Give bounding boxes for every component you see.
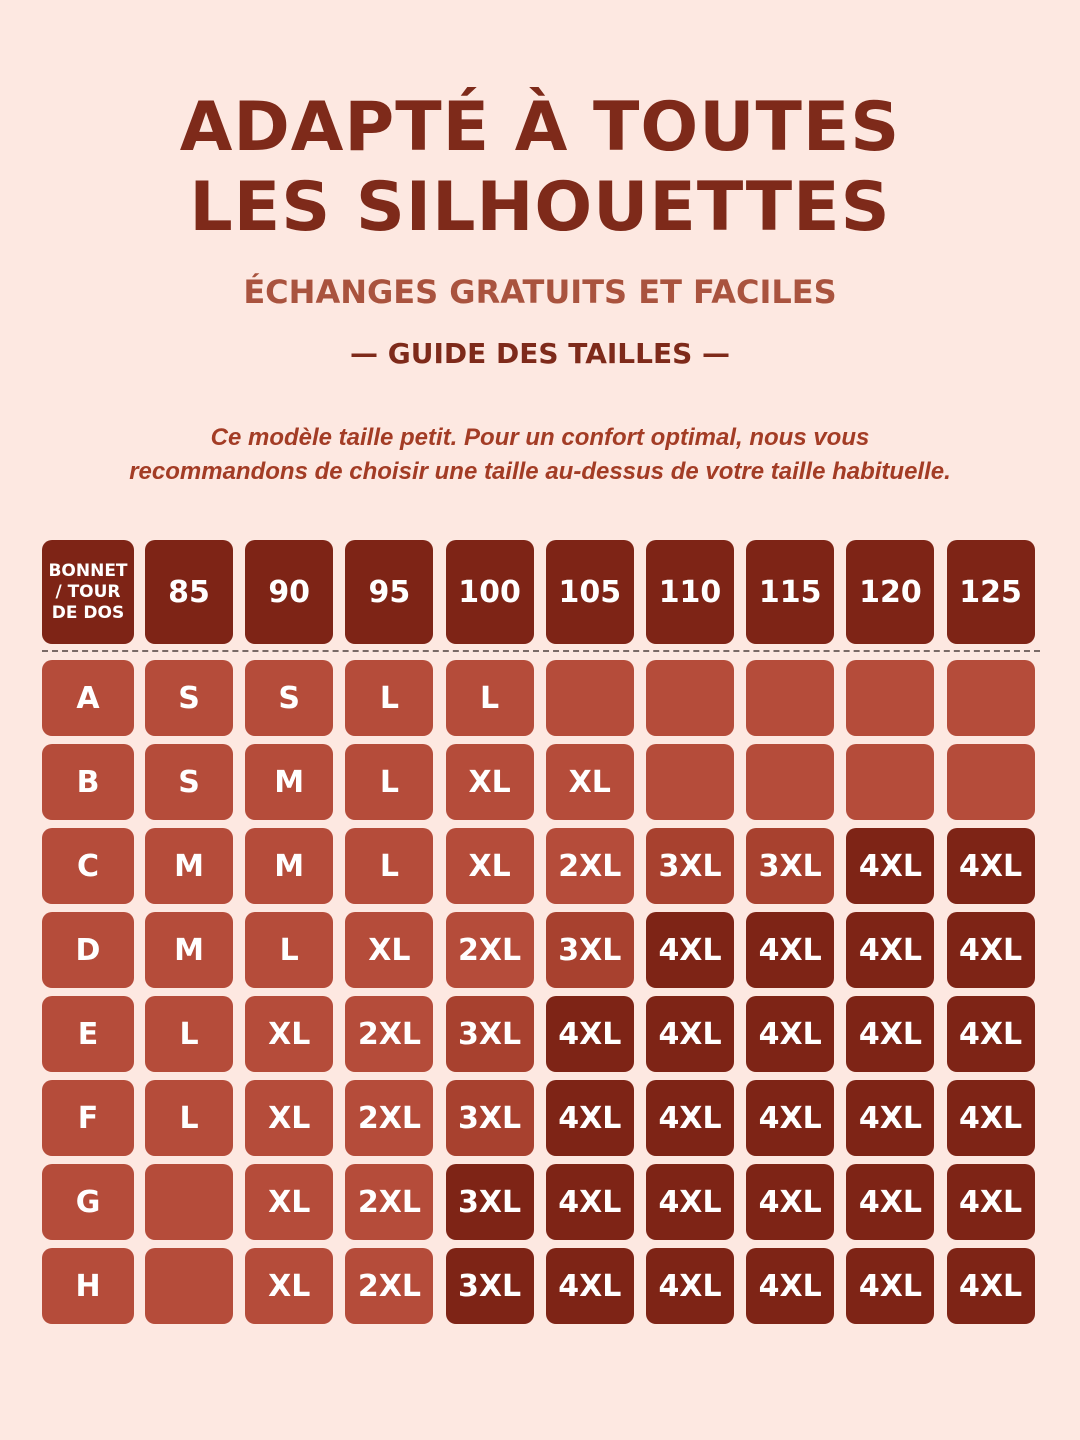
size-cell: L [145, 1080, 233, 1156]
size-cell: 4XL [746, 996, 834, 1072]
band-size-header-120: 120 [846, 540, 934, 644]
size-cell: 4XL [947, 1080, 1035, 1156]
size-cell: 4XL [746, 912, 834, 988]
size-cell: 3XL [446, 1248, 534, 1324]
title-line-1: ADAPTÉ À TOUTES [179, 88, 901, 167]
band-size-header-125: 125 [947, 540, 1035, 644]
size-cell: M [245, 828, 333, 904]
size-cell [846, 660, 934, 736]
cup-label-cell: E [42, 996, 134, 1072]
size-cell: 3XL [646, 828, 734, 904]
size-cell [746, 744, 834, 820]
size-cell: XL [245, 1080, 333, 1156]
table-row-cup-h [42, 1248, 1040, 1324]
size-cell: XL [245, 996, 333, 1072]
size-cell [947, 660, 1035, 736]
size-cell: 3XL [546, 912, 634, 988]
table-row-cup-a [42, 660, 1040, 736]
size-cell: L [345, 744, 433, 820]
size-cell: 3XL [446, 996, 534, 1072]
subtitle: ÉCHANGES GRATUITS ET FACILES [243, 273, 837, 311]
size-cell: 4XL [947, 912, 1035, 988]
size-cell [145, 1164, 233, 1240]
size-cell: 3XL [446, 1164, 534, 1240]
cup-label-cell: G [42, 1164, 134, 1240]
size-cell: L [245, 912, 333, 988]
band-size-header-90: 90 [245, 540, 333, 644]
band-size-header-95: 95 [345, 540, 433, 644]
header-divider [42, 650, 1040, 652]
title-line-2: LES SILHOUETTES [189, 168, 891, 247]
size-cell: 4XL [846, 1080, 934, 1156]
size-cell: 4XL [646, 996, 734, 1072]
size-cell: 2XL [546, 828, 634, 904]
size-cell: 4XL [746, 1248, 834, 1324]
table-row-cup-f [42, 1080, 1040, 1156]
guide-label: — GUIDE DES TAILLES — [349, 337, 731, 370]
size-cell: L [145, 996, 233, 1072]
fit-note [40, 421, 1040, 489]
size-cell: XL [345, 912, 433, 988]
size-cell: 4XL [746, 1080, 834, 1156]
size-cell: XL [546, 744, 634, 820]
corner-label-line: BONNET [48, 560, 128, 581]
band-size-header-110: 110 [646, 540, 734, 644]
size-cell: L [446, 660, 534, 736]
fit-note-line-1: Ce modèle taille petit. Pour un confort optimal, nous vous [210, 424, 870, 451]
size-cell [846, 744, 934, 820]
size-cell: 4XL [646, 1248, 734, 1324]
size-cell: 4XL [846, 1248, 934, 1324]
cup-label-cell: D [42, 912, 134, 988]
band-size-header-115: 115 [746, 540, 834, 644]
cup-label-cell: F [42, 1080, 134, 1156]
size-cell: 4XL [646, 912, 734, 988]
size-cell [546, 660, 634, 736]
table-row-cup-b [42, 744, 1040, 820]
size-cell: M [145, 912, 233, 988]
size-cell: L [345, 660, 433, 736]
table-row-cup-d [42, 912, 1040, 988]
band-size-header-105: 105 [546, 540, 634, 644]
size-cell: 4XL [546, 1248, 634, 1324]
cup-label-cell: C [42, 828, 134, 904]
size-chart-table [42, 540, 1040, 1324]
table-row-cup-e [42, 996, 1040, 1072]
size-cell [646, 660, 734, 736]
size-cell [646, 744, 734, 820]
size-cell [947, 744, 1035, 820]
size-cell: 2XL [345, 996, 433, 1072]
size-cell: XL [245, 1248, 333, 1324]
size-cell: 4XL [947, 828, 1035, 904]
corner-header-cell [42, 540, 134, 644]
size-cell: 4XL [646, 1164, 734, 1240]
corner-label-line: DE DOS [51, 602, 125, 623]
size-cell: 2XL [345, 1164, 433, 1240]
size-cell: 4XL [646, 1080, 734, 1156]
band-size-header-85: 85 [145, 540, 233, 644]
size-cell: S [145, 660, 233, 736]
size-cell: S [245, 660, 333, 736]
size-cell: S [145, 744, 233, 820]
size-cell: 4XL [947, 1164, 1035, 1240]
cup-label-cell: A [42, 660, 134, 736]
cup-label-cell: H [42, 1248, 134, 1324]
corner-label-line: / TOUR [55, 581, 121, 602]
size-cell: 4XL [846, 912, 934, 988]
size-cell: XL [245, 1164, 333, 1240]
size-cell: XL [446, 828, 534, 904]
cup-label-cell: B [42, 744, 134, 820]
size-cell: 4XL [846, 996, 934, 1072]
size-cell: M [245, 744, 333, 820]
size-cell: 3XL [446, 1080, 534, 1156]
fit-note-line-2: recommandons de choisir une taille au-dessus de votre taille habituelle. [129, 458, 951, 485]
size-cell: 2XL [446, 912, 534, 988]
size-cell: 4XL [846, 1164, 934, 1240]
size-cell: 4XL [546, 996, 634, 1072]
header-row [42, 540, 1040, 644]
size-cell: 4XL [947, 996, 1035, 1072]
size-cell [145, 1248, 233, 1324]
size-cell: 4XL [846, 828, 934, 904]
page-title [0, 88, 1080, 248]
size-cell: L [345, 828, 433, 904]
size-cell: 2XL [345, 1248, 433, 1324]
table-row-cup-g [42, 1164, 1040, 1240]
size-cell: 4XL [546, 1080, 634, 1156]
size-cell: 3XL [746, 828, 834, 904]
size-cell: M [145, 828, 233, 904]
size-cell: 2XL [345, 1080, 433, 1156]
size-cell [746, 660, 834, 736]
table-row-cup-c [42, 828, 1040, 904]
size-cell: XL [446, 744, 534, 820]
size-cell: 4XL [746, 1164, 834, 1240]
band-size-header-100: 100 [446, 540, 534, 644]
size-cell: 4XL [947, 1248, 1035, 1324]
size-cell: 4XL [546, 1164, 634, 1240]
